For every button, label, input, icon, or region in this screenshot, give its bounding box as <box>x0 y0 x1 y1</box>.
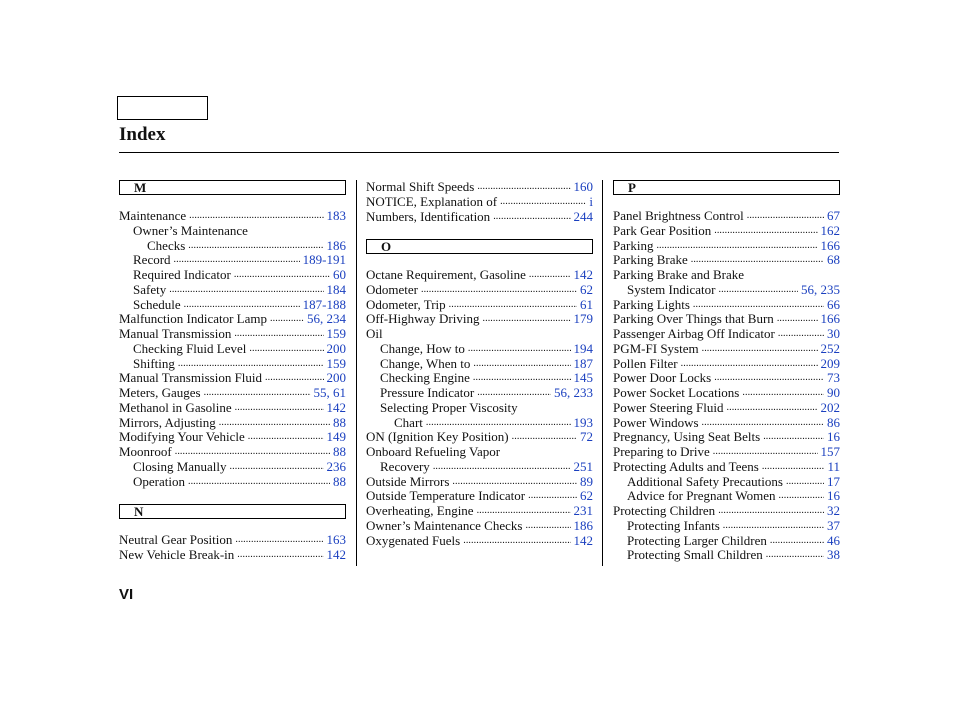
page-reference-link[interactable]: 187-188 <box>302 297 346 312</box>
entry-text: Required Indicator <box>133 268 231 282</box>
page-reference-link[interactable]: 160 <box>573 180 593 194</box>
entry-text: Closing Manually <box>133 459 227 474</box>
column-divider <box>356 180 357 566</box>
column-divider <box>602 180 603 566</box>
section-letter-header: M <box>119 180 346 195</box>
page-reference-link[interactable]: 68 <box>827 253 840 268</box>
index-entry <box>366 298 593 313</box>
page-reference-link[interactable]: 194 <box>573 341 593 356</box>
entry-text: Manual Transmission <box>119 327 232 341</box>
index-entry <box>613 489 840 504</box>
dot-leader <box>477 504 571 519</box>
index-entry <box>119 268 346 283</box>
entry-text: PGM-FI System <box>613 341 699 356</box>
entry-text: Checking Engine <box>380 371 470 386</box>
index-entry <box>119 357 346 372</box>
page-reference-link[interactable]: 187 <box>573 356 593 371</box>
entry-text: Mirrors, Adjusting <box>119 415 216 430</box>
index-entry <box>613 342 840 357</box>
dot-leader <box>235 401 324 416</box>
page-reference-link[interactable]: 149 <box>326 430 346 445</box>
entry-text: Change, When to <box>380 356 471 371</box>
entry-text: Parking Brake and Brake <box>613 268 745 282</box>
entry-text: Record <box>133 253 171 268</box>
entry-text: Protecting Larger Children <box>627 533 767 548</box>
dot-leader <box>483 312 571 327</box>
entry-text: Park Gear Position <box>613 223 712 238</box>
index-entry <box>613 253 840 268</box>
dot-leader <box>493 210 570 225</box>
index-entry <box>366 327 593 342</box>
entry-text: Preparing to Drive <box>613 445 710 459</box>
dot-leader <box>235 533 323 548</box>
dot-leader <box>529 268 571 283</box>
entry-text: Protecting Children <box>613 504 716 518</box>
index-entry <box>613 268 840 283</box>
page-reference-link[interactable]: 179 <box>573 312 593 327</box>
entry-text: New Vehicle Break-in <box>119 547 235 562</box>
entry-text: NOTICE, Explanation of <box>366 194 498 209</box>
index-entry <box>119 298 346 313</box>
page-reference-link[interactable]: 62 <box>580 282 593 297</box>
index-entry <box>366 312 593 327</box>
index-entry <box>613 312 840 327</box>
page-reference-link[interactable]: 67 <box>827 209 840 223</box>
index-entry <box>119 239 346 254</box>
entry-text: Odometer <box>366 282 418 297</box>
index-entry <box>366 210 593 225</box>
title-divider <box>119 152 839 153</box>
dot-leader <box>426 416 571 431</box>
dot-leader <box>169 283 323 298</box>
entry-text: Outside Temperature Indicator <box>366 489 526 504</box>
page-title: Index <box>119 124 166 145</box>
entry-text: Selecting Proper Viscosity <box>380 400 518 415</box>
index-entry <box>613 357 840 372</box>
page-reference-link[interactable]: 186 <box>573 518 593 533</box>
page-reference-link[interactable]: 62 <box>580 489 593 504</box>
index-entry <box>119 430 346 445</box>
section-letter-header: N <box>119 504 346 519</box>
index-entry <box>613 298 840 313</box>
entry-text: Additional Safety Precautions <box>627 474 783 489</box>
page-reference-link[interactable]: 145 <box>573 371 593 386</box>
entry-text: Modifying Your Vehicle <box>119 430 245 445</box>
page-reference-link[interactable]: 163 <box>326 533 346 547</box>
index-entry <box>119 416 346 431</box>
dot-leader <box>778 327 824 342</box>
index-column-1 <box>119 180 346 563</box>
dot-leader <box>188 239 323 254</box>
dot-leader <box>174 253 300 268</box>
dot-leader <box>421 283 577 298</box>
index-entry <box>613 475 840 490</box>
page-reference-link[interactable]: 37 <box>827 518 840 533</box>
index-entry <box>613 209 840 224</box>
index-entry <box>613 519 840 534</box>
dot-leader <box>525 519 570 534</box>
index-entry <box>119 342 346 357</box>
page-reference-link[interactable]: 193 <box>573 415 593 430</box>
page-reference-link[interactable]: 66 <box>827 297 840 312</box>
dot-leader <box>468 342 571 357</box>
index-entry <box>613 401 840 416</box>
index-entry <box>613 283 840 298</box>
entry-text: Power Steering Fluid <box>613 400 724 415</box>
page-number: VI <box>119 586 134 603</box>
entry-text: Checks <box>147 238 186 253</box>
dot-leader <box>219 416 330 431</box>
index-entry <box>119 445 346 460</box>
entry-text: Meters, Gauges <box>119 386 201 400</box>
page-reference-link[interactable]: 142 <box>573 268 593 282</box>
dot-leader <box>528 489 577 504</box>
page-reference-link[interactable]: 56, 233 <box>554 386 593 400</box>
dot-leader <box>265 371 323 386</box>
dot-leader <box>234 268 330 283</box>
page-reference-link[interactable]: 56, 234 <box>307 312 346 327</box>
page-reference-link[interactable]: 88 <box>333 474 346 489</box>
index-entry <box>119 224 346 239</box>
section-spacer <box>119 489 346 504</box>
dot-leader <box>249 342 323 357</box>
dot-leader <box>718 504 824 519</box>
dot-leader <box>452 475 577 490</box>
page-reference-link[interactable]: 73 <box>827 371 840 386</box>
page-reference-link[interactable]: 159 <box>326 327 346 341</box>
page-reference-link[interactable]: 244 <box>573 209 593 224</box>
index-entry <box>119 386 346 401</box>
entry-text: Operation <box>133 474 185 489</box>
page-reference-link[interactable]: 184 <box>326 282 346 297</box>
dot-leader <box>230 460 324 475</box>
dot-leader <box>270 312 304 327</box>
index-entry <box>366 475 593 490</box>
entry-text: Neutral Gear Position <box>119 533 233 547</box>
page-reference-link[interactable]: 90 <box>827 386 840 400</box>
index-entry <box>366 342 593 357</box>
index-entry <box>366 371 593 386</box>
dot-leader <box>189 209 323 224</box>
page-reference-link[interactable]: 30 <box>827 327 840 341</box>
page-reference-link[interactable]: 157 <box>820 445 840 459</box>
index-entry <box>366 534 593 549</box>
page-reference-link[interactable]: 236 <box>326 459 346 474</box>
index-entry <box>366 268 593 283</box>
entry-text: Power Windows <box>613 415 699 430</box>
entry-text: Checking Fluid Level <box>133 341 247 356</box>
index-entry <box>366 357 593 372</box>
index-entry <box>119 401 346 416</box>
page-reference-link[interactable]: 11 <box>827 459 840 474</box>
entry-text: Panel Brightness Control <box>613 209 744 223</box>
index-entry <box>613 224 840 239</box>
page-reference-link[interactable]: 202 <box>820 400 840 415</box>
entry-text: Pregnancy, Using Seat Belts <box>613 430 761 445</box>
page-reference-link[interactable]: 46 <box>827 533 840 548</box>
dot-leader <box>718 283 798 298</box>
dot-leader <box>723 519 824 534</box>
entry-text: Schedule <box>133 297 181 312</box>
entry-text: Chart <box>394 415 423 430</box>
index-entry <box>613 371 840 386</box>
page-reference-link[interactable]: 88 <box>333 415 346 430</box>
index-entry <box>613 430 840 445</box>
page-reference-link[interactable]: 166 <box>820 238 840 253</box>
dot-leader <box>477 180 570 195</box>
entry-text: Pollen Filter <box>613 356 678 371</box>
entry-text: Owner’s Maintenance <box>133 223 248 238</box>
entry-text: Maintenance <box>119 209 187 223</box>
index-entry <box>613 534 840 549</box>
index-entry <box>366 504 593 519</box>
dot-leader <box>500 195 586 210</box>
page-reference-link[interactable]: 72 <box>580 430 593 445</box>
index-entry <box>613 386 840 401</box>
entry-text: Overheating, Engine <box>366 504 474 518</box>
entry-text: Power Socket Locations <box>613 386 740 400</box>
index-entry <box>119 533 346 548</box>
entry-text: Onboard Refueling Vapor <box>366 445 501 459</box>
index-entry <box>366 386 593 401</box>
section-letter-header: P <box>613 180 840 195</box>
dot-leader <box>770 534 824 549</box>
header-tab-box <box>117 96 208 120</box>
index-entry <box>366 195 593 210</box>
dot-leader <box>237 548 323 563</box>
index-entry <box>366 283 593 298</box>
entry-text: Advice for Pregnant Women <box>627 489 776 504</box>
dot-leader <box>433 460 571 475</box>
index-entry <box>119 548 346 563</box>
page-reference-link[interactable]: 89 <box>580 474 593 489</box>
entry-text: Safety <box>133 282 167 297</box>
entry-text: Passenger Airbag Off Indicator <box>613 327 775 341</box>
index-entry <box>366 430 593 445</box>
entry-text: Normal Shift Speeds <box>366 180 475 194</box>
index-entry <box>119 209 346 224</box>
page-reference-link[interactable]: 88 <box>333 445 346 459</box>
dot-leader <box>762 460 825 475</box>
index-entry <box>119 253 346 268</box>
index-column-2 <box>366 180 593 548</box>
dot-leader <box>188 475 330 490</box>
dot-leader <box>184 298 300 313</box>
page-reference-link[interactable]: 56, 235 <box>801 282 840 297</box>
index-entry <box>119 327 346 342</box>
page-reference-link[interactable]: 55, 61 <box>313 386 346 400</box>
index-entry <box>613 445 840 460</box>
index-entry <box>366 519 593 534</box>
dot-leader <box>702 416 824 431</box>
index-entry <box>613 416 840 431</box>
page-reference-link[interactable]: 159 <box>326 356 346 371</box>
entry-text: Off-Highway Driving <box>366 312 480 327</box>
entry-text: Change, How to <box>380 341 465 356</box>
page-reference-link[interactable]: 16 <box>827 430 840 445</box>
index-entry <box>613 548 840 563</box>
entry-text: Power Door Locks <box>613 371 712 386</box>
entry-text: Manual Transmission Fluid <box>119 371 263 386</box>
page-reference-link[interactable]: 166 <box>820 312 840 327</box>
index-entry <box>119 283 346 298</box>
entry-text: Methanol in Gasoline <box>119 400 232 415</box>
dot-leader <box>702 342 818 357</box>
index-entry <box>613 327 840 342</box>
page-reference-link[interactable]: 162 <box>820 223 840 238</box>
dot-leader <box>656 239 817 254</box>
dot-leader <box>714 224 817 239</box>
page-reference-link[interactable]: 200 <box>326 371 346 386</box>
dot-leader <box>449 298 577 313</box>
entry-text: ON (Ignition Key Position) <box>366 430 509 445</box>
section-letter-header: O <box>366 239 593 254</box>
dot-leader <box>473 357 570 372</box>
entry-text: Oxygenated Fuels <box>366 533 461 548</box>
page-reference-link[interactable]: 186 <box>326 238 346 253</box>
entry-text: Numbers, Identification <box>366 209 491 224</box>
page-reference-link[interactable]: 38 <box>827 548 840 563</box>
index-entry <box>366 401 593 416</box>
entry-text: Oil <box>366 327 383 341</box>
page-reference-link[interactable]: 231 <box>573 504 593 518</box>
page-reference-link[interactable]: 142 <box>326 547 346 562</box>
dot-leader <box>713 445 818 460</box>
dot-leader <box>175 445 330 460</box>
dot-leader <box>777 312 818 327</box>
entry-text: Shifting <box>133 356 175 371</box>
index-entry <box>119 460 346 475</box>
index-entry <box>366 445 593 460</box>
dot-leader <box>178 357 324 372</box>
dot-leader <box>786 475 824 490</box>
dot-leader <box>727 401 818 416</box>
dot-leader <box>473 371 571 386</box>
page-reference-link[interactable]: 17 <box>827 474 840 489</box>
dot-leader <box>779 489 824 504</box>
page-reference-link[interactable]: 16 <box>827 489 840 504</box>
entry-text: Owner’s Maintenance Checks <box>366 518 523 533</box>
entry-text: Moonroof <box>119 445 172 459</box>
entry-text: Parking Lights <box>613 297 690 312</box>
dot-leader <box>714 371 824 386</box>
entry-text: Protecting Small Children <box>627 548 763 563</box>
index-entry <box>366 416 593 431</box>
index-column-3 <box>613 180 840 563</box>
page-reference-link[interactable]: 142 <box>326 400 346 415</box>
page-reference-link[interactable]: 251 <box>573 459 593 474</box>
section-spacer <box>366 224 593 239</box>
dot-leader <box>477 386 551 401</box>
index-entry <box>613 460 840 475</box>
dot-leader <box>463 534 570 549</box>
dot-leader <box>248 430 324 445</box>
dot-leader <box>512 430 577 445</box>
page-reference-link[interactable]: 183 <box>326 209 346 223</box>
entry-text: Protecting Infants <box>627 518 720 533</box>
entry-text: Protecting Adults and Teens <box>613 459 759 474</box>
entry-text: Pressure Indicator <box>380 386 475 400</box>
page-reference-link[interactable]: i <box>589 194 593 209</box>
entry-text: Outside Mirrors <box>366 474 450 489</box>
dot-leader <box>742 386 824 401</box>
index-entry <box>366 180 593 195</box>
page-reference-link[interactable]: 61 <box>580 297 593 312</box>
index-entry <box>366 460 593 475</box>
entry-text: Parking <box>613 238 654 253</box>
page-reference-link[interactable]: 200 <box>326 341 346 356</box>
entry-text: Parking Brake <box>613 253 688 268</box>
dot-leader <box>693 298 824 313</box>
entry-text: Recovery <box>380 459 430 474</box>
dot-leader <box>747 209 824 224</box>
index-entry <box>366 489 593 504</box>
dot-leader <box>204 386 311 401</box>
index-entry <box>119 475 346 490</box>
entry-text: Malfunction Indicator Lamp <box>119 312 268 327</box>
index-entry <box>613 239 840 254</box>
index-entry <box>119 371 346 386</box>
page-reference-link[interactable]: 32 <box>827 504 840 518</box>
dot-leader <box>681 357 818 372</box>
page-reference-link[interactable]: 252 <box>820 341 840 356</box>
dot-leader <box>691 253 824 268</box>
page-reference-link[interactable]: 142 <box>573 533 593 548</box>
entry-text: Octane Requirement, Gasoline <box>366 268 526 282</box>
entry-text: Parking Over Things that Burn <box>613 312 774 327</box>
index-entry <box>613 504 840 519</box>
index-entry <box>119 312 346 327</box>
page-reference-link[interactable]: 86 <box>827 415 840 430</box>
dot-leader <box>766 548 824 563</box>
page-reference-link[interactable]: 209 <box>820 356 840 371</box>
entry-text: System Indicator <box>627 282 716 297</box>
dot-leader <box>763 430 824 445</box>
dot-leader <box>234 327 323 342</box>
page-reference-link[interactable]: 60 <box>333 268 346 282</box>
page-reference-link[interactable]: 189-191 <box>302 253 346 268</box>
entry-text: Odometer, Trip <box>366 297 446 312</box>
